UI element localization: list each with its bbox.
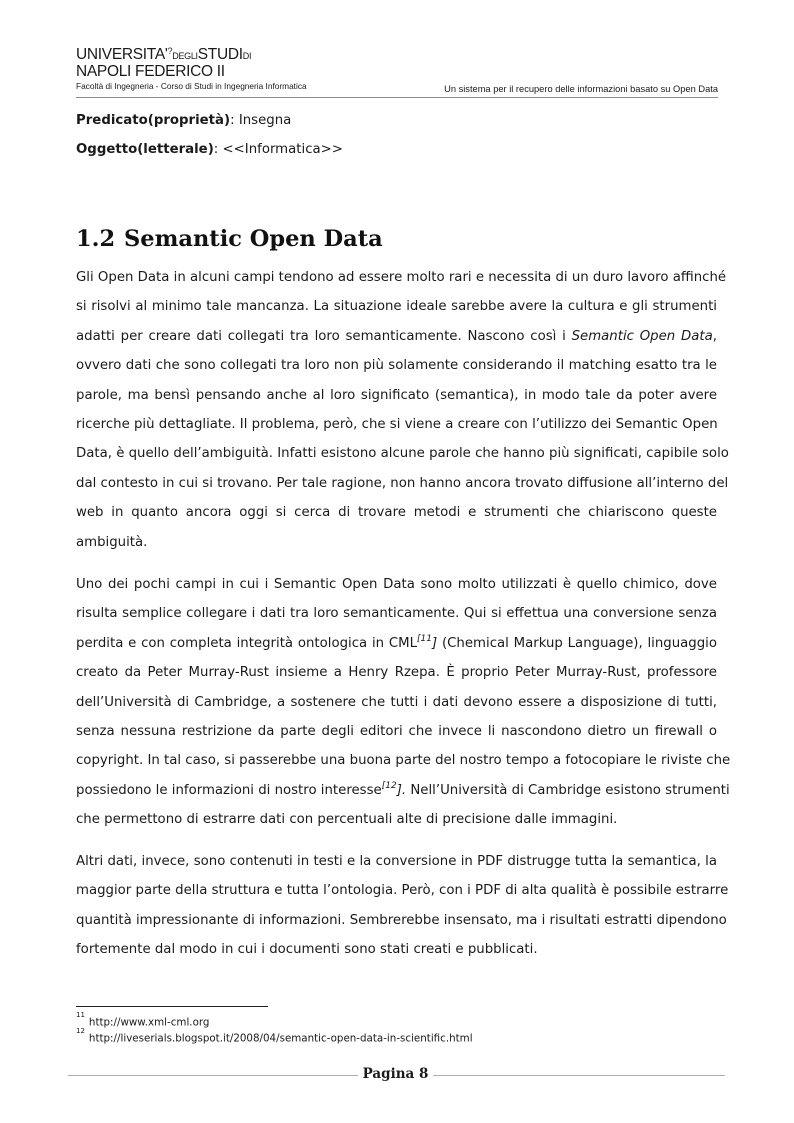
section-heading xyxy=(76,226,383,252)
section-title: Semantic Open Data xyxy=(124,226,383,252)
section-number: 1.2 xyxy=(76,226,116,252)
text-run: , xyxy=(712,328,717,344)
text-line: che permettono di estrarre dati con percentuali alte di precisione dalle immagini. xyxy=(76,812,618,828)
text-line: Altri dati, invece, sono contenuti in testi e la conversione in PDF distrugge tutta la semantica, la xyxy=(76,854,717,869)
ref-number: 11 xyxy=(420,633,432,644)
text-line: quantità impressionante di informazioni. Sembrerebbe insensato, ma i risultati estratti dipendono xyxy=(76,912,727,928)
logo-text-di: DI xyxy=(242,51,252,61)
text-line: ambiguità. xyxy=(76,534,148,550)
text-line: senza nessuna restrizione da parte degli editori che invece li nascondono dietro un firewall o xyxy=(76,723,717,739)
text-line: Gli Open Data in alcuni campi tendono ad essere molto rari e necessita di un duro lavoro affinché xyxy=(76,270,727,285)
property-predicate xyxy=(76,113,291,128)
university-logo xyxy=(76,47,307,90)
footnote-number: 11 xyxy=(76,1011,85,1019)
logo-text-studi: STUDI xyxy=(197,46,243,63)
page-number: Pagina 8 xyxy=(362,1066,429,1082)
text-line: maggior parte della struttura e tutta l’ontologia. Però, con i PDF di alta qualità è possibile estrarre xyxy=(76,883,729,899)
text-run: possiedono le informazioni di nostro interesse xyxy=(76,782,382,798)
logo-line-1 xyxy=(76,47,307,63)
logo-sup-mark: ? xyxy=(167,46,173,56)
header-divider xyxy=(76,97,718,98)
property-separator: : xyxy=(230,113,239,128)
ref-bracket: ]. xyxy=(396,782,407,798)
text-line: ricerche più dettagliate. Il problema, però, che si viene a creare con l’utilizzo dei Semantic Open xyxy=(76,416,718,432)
property-label: Oggetto(letterale) xyxy=(76,142,214,157)
text-line: web in quanto ancora oggi si cerca di trovare metodi e strumenti che chiariscono queste xyxy=(76,505,717,521)
footnote-ref-11 xyxy=(417,633,438,651)
text-line: Data, è quello dell’ambiguità. Infatti esistono alcune parole che hanno più significati, capibile solo xyxy=(76,446,729,462)
property-object xyxy=(76,142,343,157)
text-line: Uno dei pochi campi in cui i Semantic Open Data sono molto utilizzati è quello chimico, dove xyxy=(76,577,717,592)
property-value: <<Informatica>> xyxy=(222,142,343,157)
property-separator: : xyxy=(213,142,223,157)
text-line: copyright. In tal caso, si passerebbe una buona parte del nostro tempo a fotocopiare le riviste che xyxy=(76,753,731,769)
text-line: si risolvi al minimo tale mancanza. La situazione ideale sarebbe avere la cultura e gli strumenti xyxy=(76,299,717,315)
footnote-ref-12 xyxy=(381,780,407,798)
text-line: fortemente dal modo in cui i documenti sono stati creati e pubblicati. xyxy=(76,942,538,958)
text-line: creato da Peter Murray-Rust insieme a Henry Rzepa. È proprio Peter Murray-Rust, professore xyxy=(76,665,717,681)
paragraph-3 xyxy=(76,847,729,965)
text-line: ovvero dati che sono collegati tra loro non più solamente considerando il matching esatto tra le xyxy=(76,358,717,374)
running-title: Un sistema per il recupero delle informazioni basato su Open Data xyxy=(444,84,718,94)
footnote-number: 12 xyxy=(76,1027,85,1035)
footer-divider-left xyxy=(68,1075,358,1076)
footnote-12 xyxy=(76,1027,473,1045)
logo-text-universita: UNIVERSITA' xyxy=(76,46,168,63)
ref-bracket: ] xyxy=(431,635,438,651)
text-run: Nell’Università di Cambridge esistono strumenti xyxy=(406,782,730,798)
property-value: Insegna xyxy=(238,113,292,128)
ref-number: 12 xyxy=(385,780,397,791)
logo-line-2: NAPOLI FEDERICO II xyxy=(76,62,225,80)
text-line xyxy=(76,629,717,658)
property-label: Predicato(proprietà) xyxy=(76,113,231,128)
paragraph-2 xyxy=(76,570,731,835)
text-line xyxy=(76,776,730,805)
footnote-divider xyxy=(76,1006,268,1007)
text-line xyxy=(76,322,717,351)
text-run: perdita e con completa integrità ontologica in CML xyxy=(76,635,418,651)
text-line: dell’Università di Cambridge, a sostenere che tutti i dati devono essere a disposizione di tutti, xyxy=(76,694,717,710)
text-line: risulta semplice collegare i dati tra loro semanticamente. Qui si effettua una conversione senza xyxy=(76,606,717,622)
footnote-link[interactable]: http://liveserials.blogspot.it/2008/04/semantic-open-data-in-scientific.html xyxy=(88,1032,473,1045)
text-run: adatti per creare dati collegati tra loro semanticamente. Nascono così i xyxy=(76,328,572,344)
logo-text-degli: DEGLI xyxy=(172,51,198,61)
text-run: (Chemical Markup Language), linguaggio xyxy=(437,635,717,651)
text-line: parole, ma bensì pensando anche al loro significato (semantica), in modo tale da poter avere xyxy=(76,387,717,403)
footnote-link[interactable]: http://www.xml-cml.org xyxy=(88,1016,210,1029)
italic-term: Semantic Open Data xyxy=(571,328,713,344)
footer-divider-right xyxy=(433,1075,725,1076)
paragraph-1 xyxy=(76,263,729,557)
faculty-line: Facoltà di Ingegneria - Corso di Studi in Ingegneria Informatica xyxy=(76,81,307,91)
text-line: dal contesto in cui si trovano. Per tale ragione, non hanno ancora trovato diffusione all’interno del xyxy=(76,475,729,491)
ref-bracket: [ xyxy=(417,633,421,644)
footnote-11 xyxy=(76,1011,210,1029)
ref-bracket: [ xyxy=(381,780,386,791)
